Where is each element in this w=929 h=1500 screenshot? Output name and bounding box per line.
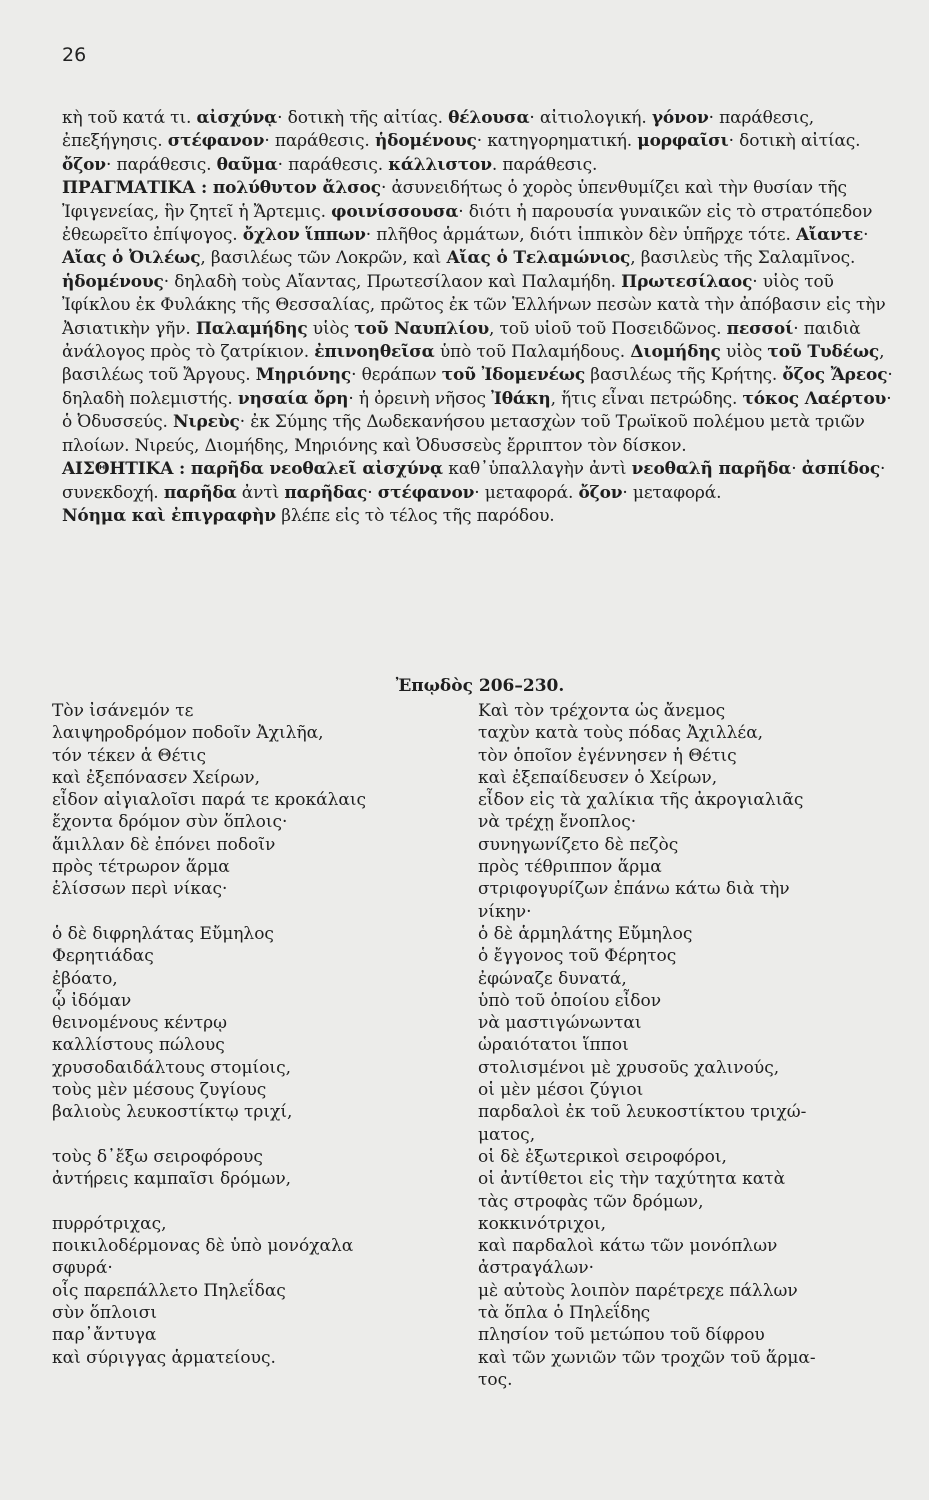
section-heading: Ἐπῳδὸς 206–230. (395, 676, 565, 696)
translation-line: οἱ ἀντίθετοι εἰς τὴν ταχύτητα κατὰ (478, 1169, 786, 1190)
bold-term: ἐπινοηθεῖσα (314, 342, 435, 363)
note-text: . παράθεσις. (491, 154, 598, 175)
note-text: καθ᾽ὑπαλλαγὴν ἀντὶ (443, 459, 632, 480)
greek-line: καλλίστους πώλους (52, 1035, 225, 1056)
bold-term: τόκος Λαέρτου (742, 388, 887, 409)
note-text: , βασιλέως τοῦ Ἄργους. (62, 342, 885, 386)
greek-line: ἀντήρεις καμπαῖσι δρόμων, (52, 1169, 292, 1190)
greek-line: οἷς παρεπάλλετο Πηλεΐδας (52, 1280, 286, 1301)
commentary-notes (62, 107, 898, 528)
translation-line: καὶ τῶν χωνιῶν τῶν τροχῶν τοῦ ἅρμα- (478, 1347, 816, 1368)
note-text: · κατηγορηματική. (476, 131, 638, 152)
note-text: · (863, 225, 869, 246)
bold-term: στέφανον (377, 482, 475, 503)
greek-line (52, 901, 472, 923)
greek-line: χρυσοδαιδάλτους στομίοις, (52, 1057, 292, 1078)
note-text: · μεταφορά. (474, 482, 579, 503)
bold-term: ἡδομένους (374, 131, 477, 152)
translation-line: νίκην· (478, 901, 532, 922)
note-text: · δηλαδὴ τοὺς Αἴαντας, Πρωτεσίλαον καὶ Παλαμήδη. (163, 271, 622, 292)
bold-term: θαῦμα (216, 154, 278, 175)
greek-line: σφυρά· (52, 1258, 113, 1279)
bold-term: παρῆδας (284, 482, 368, 503)
bold-term: Αἴας ὁ Τελαμώνιος (446, 248, 631, 269)
note-text: ἀντὶ (236, 482, 285, 503)
greek-line: Τὸν ἰσάνεμόν τε (52, 701, 194, 721)
note-text: · παράθεσις. (264, 131, 375, 152)
translation-line: ὁ δὲ ἁρμηλάτης Εὔμηλος (478, 923, 693, 944)
translation-column (478, 700, 908, 1391)
greek-line: τοὺς μὲν μέσους ζυγίους (52, 1080, 267, 1101)
note-text: κὴ τοῦ κατά τι. (62, 108, 197, 128)
bold-term: ὄζον (62, 154, 106, 175)
bold-term: Διομήδης (630, 342, 721, 363)
bold-term: Αἴαντε (795, 225, 864, 246)
bold-term: φοινίσσουσα (331, 201, 459, 222)
bold-term: Νόημα καὶ ἐπιγραφὴν (62, 505, 276, 526)
greek-line: λαιψηροδρόμον ποδοῖν Ἀχιλῆα, (52, 723, 324, 744)
translation-line: εἶδον εἰς τὰ χαλίκια τῆς ἀκρογιαλιᾶς (478, 790, 804, 811)
greek-line: πρὸς τέτρωρον ἅρμα (52, 857, 230, 878)
greek-line: ᾧ ἰδόμαν (52, 990, 132, 1011)
translation-line: ὡραιότατοι ἵπποι (478, 1035, 629, 1056)
bold-term: ΠΡΑΓΜΑΤΙΚΑ : (62, 178, 213, 199)
bold-term: αἰσχύνᾳ (196, 108, 278, 128)
bold-term: παρῆδα (163, 482, 237, 503)
greek-line: ἔχοντα δρόμον σὺν ὅπλοις· (52, 812, 288, 833)
note-text: · παράθεσις. (105, 154, 217, 175)
bold-term: γόνον (651, 108, 709, 128)
bold-term: νεοθαλῆ παρῆδα (631, 459, 792, 480)
greek-line: σὺν ὅπλοισι (52, 1303, 158, 1324)
notes-paragraph-grammar (62, 107, 898, 177)
bold-term: τοῦ Ἰδομενέως (441, 365, 586, 386)
page-number: 26 (62, 44, 87, 66)
translation-line: ὁ ἔγγονος τοῦ Φέρητος (478, 946, 677, 967)
note-text: , βασιλέως τῶν Λοκρῶν, καὶ (200, 248, 447, 269)
translation-line: τος. (478, 1369, 513, 1390)
bold-term: Ἰθάκη (491, 388, 551, 409)
note-text: · υἱὸς τοῦ Ἰφίκλου ἐκ Φυλάκης τῆς Θεσσαλίας, πρῶτος ἐκ τῶν Ἑλλήνων πεσὼν κατὰ τὴν ἀπόβασιν εἰς τὴν Ἀσιατικὴν γῆν. (62, 271, 886, 339)
greek-line: ἐβόατο, (52, 968, 118, 989)
bold-term: μορφαῖσι (637, 131, 729, 152)
translation-line: νὰ τρέχῃ ἔνοπλος· (478, 812, 637, 833)
note-text: υἱὸς (720, 342, 768, 363)
greek-line: ἑλίσσων περὶ νίκας· (52, 879, 228, 900)
translation-line: τὰ ὅπλα ὁ Πηλεΐδης (478, 1303, 651, 1324)
note-text: · παιδιὰ ἀνάλογος πρὸς τὸ ζατρίκιον. (62, 318, 861, 363)
note-text: βασιλέως τῆς Κρήτης. (585, 365, 783, 386)
translation-line: τὰς στροφὰς τῶν δρόμων, (478, 1191, 704, 1212)
note-text: , τοῦ υἱοῦ τοῦ Ποσειδῶνος. (489, 318, 727, 339)
greek-line: Φερητιάδας (52, 946, 154, 967)
bold-term: Νιρεὺς (173, 412, 240, 433)
translation-line: παρδαλοὶ ἐκ τοῦ λευκοστίκτου τριχώ- (478, 1102, 807, 1123)
greek-line: θεινομένους κέντρῳ (52, 1013, 227, 1034)
translation-line: Καὶ τὸν τρέχοντα ὡς ἄνεμος (478, 701, 726, 721)
bold-term: παρῆδα νεοθαλεῖ αἰσχύνᾳ (190, 459, 443, 480)
note-text: υἱὸς (307, 318, 355, 339)
note-text: · (367, 482, 378, 503)
note-text: βλέπε εἰς τὸ τέλος τῆς παρόδου. (275, 505, 555, 526)
translation-line: μὲ αὐτοὺς λοιπὸν παρέτρεχε πάλλων (478, 1280, 798, 1301)
greek-line: τόν τέκεν ἁ Θέτις (52, 745, 206, 766)
translation-line: ματος, (478, 1124, 536, 1145)
bold-term: ὄζον (578, 482, 623, 503)
notes-paragraph-pragmatika (62, 177, 898, 458)
greek-line: καὶ σύριγγας ἁρματείους. (52, 1347, 276, 1368)
bold-term: πολύθυτον ἄλσος (212, 178, 381, 199)
bold-term: Μηριόνης (255, 365, 352, 386)
bold-term: στέφανον (167, 131, 265, 152)
translation-line: καὶ παρδαλοὶ κάτω τῶν μονόπλων (478, 1236, 778, 1257)
note-text: · δοτικὴ αἰτίας. (728, 131, 861, 152)
translation-line: οἱ δὲ ἐξωτερικοὶ σειροφόροι, (478, 1146, 727, 1167)
translation-line: ἐφώναζε δυνατά, (478, 968, 627, 989)
translation-line: πρὸς τέθριππον ἅρμα (478, 857, 662, 878)
translation-line: καὶ ἐξεπαίδευσεν ὁ Χείρων, (478, 767, 718, 788)
bold-term: τοῦ Ναυπλίου (354, 318, 490, 339)
note-text: · παράθεσις, ἐπεξήγησις. (62, 108, 814, 152)
translation-line: τὸν ὁποῖον ἐγέννησεν ἡ Θέτις (478, 745, 737, 766)
greek-line: εἶδον αἰγιαλοῖσι παρά τε κροκάλαις (52, 790, 367, 811)
translation-line: ἀστραγάλων· (478, 1258, 594, 1279)
bold-term: κάλλιστον (388, 154, 492, 175)
greek-line: πυρρότριχας, (52, 1213, 167, 1234)
note-text: · δοτικὴ τῆς αἰτίας. (277, 108, 449, 128)
translation-line: ὑπὸ τοῦ ὁποίου εἶδον (478, 990, 662, 1011)
greek-line: παρ᾽ἄντυγα (52, 1325, 157, 1346)
bold-term: Παλαμήδης (195, 318, 308, 339)
note-text: , ἥτις εἶναι πετρώδης. (550, 388, 743, 409)
greek-line (52, 1191, 472, 1213)
translation-line: συνηγωνίζετο δὲ πεζὸς (478, 834, 679, 855)
note-text: · αἰτιολογική. (529, 108, 652, 128)
notes-paragraph-noema (62, 505, 898, 528)
greek-line: καὶ ἐξεπόνασεν Χείρων, (52, 767, 261, 788)
note-text: · μεταφορά. (622, 482, 722, 503)
bold-term: ἀσπίδος (801, 459, 881, 480)
translation-line: κοκκινότριχοι, (478, 1213, 607, 1234)
greek-text-column (52, 700, 472, 1369)
greek-line: τοὺς δ᾽ἔξω σειροφόρους (52, 1146, 263, 1167)
greek-line (52, 1124, 472, 1146)
translation-line: ταχὺν κατὰ τοὺς πόδας Ἀχιλλέα, (478, 723, 764, 744)
translation-line: νὰ μαστιγώνωνται (478, 1013, 642, 1034)
note-text: · διότι ἡ παρουσία γυναικῶν εἰς τὸ στρατόπεδον ἐθεωρεῖτο ἐπίψογος. (62, 201, 873, 246)
note-text: · θεράπων (351, 365, 442, 386)
greek-line: βαλιοὺς λευκοστίκτῳ τριχί, (52, 1102, 293, 1123)
note-text: · ἐκ Σύμης τῆς Δωδεκανήσου μετασχὼν τοῦ Τρωϊκοῦ πολέμου μετὰ τριῶν πλοίων. Νιρεύς, Διομήδης, Μηριόνης καὶ Ὀδυσσεὺς ἔρριπτον τὸν δίσκον. (62, 412, 865, 456)
note-text: , βασιλεὺς τῆς Σαλαμῖνος. (630, 248, 856, 269)
bold-term: τοῦ Τυδέως (767, 342, 880, 363)
bold-term: ὄζος Ἄρεος (782, 365, 888, 386)
greek-line: ἅμιλλαν δὲ ἐπόνει ποδοῖν (52, 834, 276, 855)
bold-term: Πρωτεσίλαος (621, 271, 753, 292)
note-text: · ὁ Ὀδυσσεύς. (62, 388, 892, 433)
note-text: ὑπὸ τοῦ Παλαμήδους. (434, 342, 631, 363)
bold-term: Αἴας ὁ Ὀιλέως (62, 248, 201, 269)
bold-term: ΑΙΣΘΗΤΙΚΑ : (62, 459, 191, 480)
note-text: · ἡ ὀρεινὴ νῆσος (348, 388, 492, 409)
bold-term: νησαία ὄρη (237, 388, 349, 409)
greek-line: ὁ δὲ διφρηλάτας Εὔμηλος (52, 923, 274, 944)
note-text: · δηλαδὴ πολεμιστής. (62, 365, 893, 409)
note-text: · (791, 459, 802, 480)
bold-term: πεσσοί (726, 318, 794, 339)
bold-term: ὄχλον ἵππων (242, 225, 366, 246)
note-text: · ἀσυνειδήτως ὁ χορὸς ὑπενθυμίζει καὶ τὴν θυσίαν τῆς Ἰφιγενείας, ἣν ζητεῖ ἡ Ἄρτεμις. (62, 178, 847, 222)
note-text: · παράθεσις. (277, 154, 389, 175)
translation-line: οἱ μὲν μέσοι ζύγιοι (478, 1080, 644, 1101)
note-text: · συνεκδοχή. (62, 459, 886, 503)
bold-term: θέλουσα (448, 108, 530, 128)
greek-line: ποικιλοδέρμονας δὲ ὑπὸ μονόχαλα (52, 1236, 354, 1257)
translation-line: στριφογυρίζων ἐπάνω κάτω διὰ τὴν (478, 879, 790, 900)
bold-term: ἡδομένους (62, 271, 164, 292)
notes-paragraph-aisthetika (62, 458, 898, 505)
translation-line: στολισμένοι μὲ χρυσοῦς χαλινούς, (478, 1057, 780, 1078)
translation-line: πλησίον τοῦ μετώπου τοῦ δίφρου (478, 1325, 765, 1346)
note-text: · πλῆθος ἁρμάτων, διότι ἱππικὸν δὲν ὑπῆρχε τότε. (365, 225, 796, 246)
